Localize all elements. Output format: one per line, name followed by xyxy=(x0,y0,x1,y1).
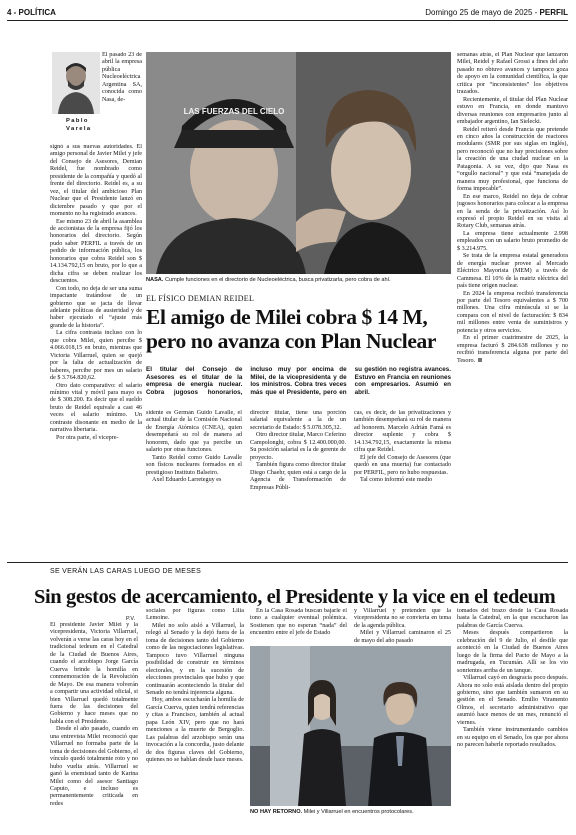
story2-column-4 xyxy=(354,608,451,644)
story1-col5-p2: Recientemente, el titular del Plan Nuclear estuvo en Francia, en donde mantuvo diversas reuniones con empresarios junto al embajador argentino, Ian Sielecki. xyxy=(457,96,568,126)
story1-col5-p3: Reidel reiteró desde Francia que pretende en cinco años la construcción de reactores modulares (SMR por sus siglas en inglés), pero reconoció que no hay precisiones sobre la creación de una ciudad nuclear en la Patagonia. A su vez, dijo que Nasa es “orgullo nacional” y que está “manejada de manera muy profesional, que funciona de forma impecable”. xyxy=(457,126,568,193)
story2-col1-p2: Desde el año pasado, cuando en una entrevista Milei reconoció que Villarruel no formaba parte de la toma de decisiones del Gobierno, el vínculo quedó totalmente roto y no hubo vuelta atrás. Villarruel se ganó la enemistad tanto de Karina Milei como del asesor Santiago Caputo, e incluso es permanentemente criticada en redes xyxy=(50,726,138,807)
story2-col4-p1: y Villarruel y pretenden que la vicepresidenta no se convierta en tema de la agenda pública. xyxy=(354,608,451,629)
story1-col2-p2: Tanto Reidel como Guido Lavalle son físicos nucleares formados en el prestigioso Instituto Balseiro. xyxy=(146,454,242,476)
story1-column-3 xyxy=(250,410,346,560)
story1-col1-p3: Con todo, no deja de ser una suma impactante tratándose de un gobierno que se jacta de llevar adelante políticas de austeridad y de haber ejecutado el “ajuste más grande de la historia”. xyxy=(50,285,142,329)
story1-kicker: EL FÍSICO DEMIAN REIDEL xyxy=(146,294,255,303)
author-last-name: Varela xyxy=(66,126,92,132)
story1-col1-p4: La cifra contrasta incluso con lo que cobra Milei, quien percibe $ 4.066.018,15 en bruto, mientras que Victoria Villarruel, quien se quejó por la falta de actualización de haberes, percibe por mes un salario de $ 3.764.820,62. xyxy=(50,330,142,382)
end-mark-icon xyxy=(478,358,482,362)
story1-col3-p2: Otro director titular, Marco Ceferino Campolonghi, cobra $ 12.400.000,00. Su posición salarial es la de gerente de proyecto. xyxy=(250,432,346,461)
story1-col2-p1: sidente es Germán Guido Lavalle, el actual titular de la Comisión Nacional de Energía Atómica (CNEA), quien desempeñará su rol de manera ad honorem, dado que ya percibe un salario por otras funciones. xyxy=(146,410,242,454)
story1-col4-p2: El jefe del Consejo de Asesores (que quedó en una muerta) fue contactado por PERFIL, pero no hubo respuestas. xyxy=(354,454,451,476)
story2-column-1 xyxy=(50,622,138,830)
story2-col5-p2: Meses después compartieron la celebración del 9 de Julio, el desfile que aconteció en la Ciudad de Buenos Aires luego de la firma del Pacto de Mayo a la madrugada, en Tucumán. Allí se los vio sonrientes arriba de un tanque. xyxy=(457,630,568,674)
story1-photo-caption xyxy=(146,277,451,284)
page-date xyxy=(425,8,568,17)
page-header xyxy=(7,6,568,21)
author-byline xyxy=(66,117,92,133)
section-label: 4 - POLÍTICA xyxy=(7,8,56,17)
cap-lettering: LAS FUERZAS DEL CIELO xyxy=(183,107,285,116)
story2-col2-p3: Hoy, ambos escucharán la homilía de García Cuerva, quien tendrá referencias y citas a Francisco, también al actual papa León XIV, pero que no hará menciones a la muerte de Bergoglio. Las palabras del arzobispo serán una invocación a la concordia, justo delante de dos figuras claves del Gobierno, quienes no se hablan desde hace meses. xyxy=(146,697,244,764)
section-divider xyxy=(7,562,568,563)
story2-column-3 xyxy=(250,608,347,644)
story1-col5-p8 xyxy=(457,335,568,365)
story1-col3-p3: También figura como director titular Diego Chaehr, quien está a cargo de la Agencia de Transformación de Empresas Públi- xyxy=(250,462,346,491)
story1-col2-p3: Axel Eduardo Larreteguy es xyxy=(152,477,222,484)
story1-lead: El titular del Consejo de Asesores es el titular de la empresa de energía nuclear. Cobra jugosos honorarios, incluso muy por encima de Milei, de la vicepresidenta y de los ministros. Cobra tres veces más que el Presidente, pero en su gestión no registra avances. Estuvo en Francia en reuniones con empresarios. Asumió en abril. xyxy=(146,366,451,396)
story2-column-2 xyxy=(146,608,244,830)
reidel-milei-photo xyxy=(146,52,451,274)
author-photo xyxy=(52,52,100,114)
story2-headline: Sin gestos de acercamiento, el Presidente y la vice en el tedeum xyxy=(34,586,556,608)
story2-column-5 xyxy=(457,608,568,830)
story1-col1-p2: Ese mismo 23 de abril la asamblea de accionistas de la empresa fijó los honorarios del directorio. Según pudo saber PERFIL a través de un pedido de información pública, los honorarios que cobra Reidel son $ 14.134.792,15 en bruto, por lo que a dicha cifra se deben realizar los descuentos. xyxy=(50,218,142,285)
story2-col5-p3: Villarruel cayó en desgracia poco después. Ahora no solo está aislada dentro del propio gobierno, sino que también sumaron en su gestión en el Senado. Emilio Viramento Olmos, el secretario administrativo que asumió hace menos de un mes, renunció el viernes. xyxy=(457,675,568,726)
story1-col1-p1-rest: signó a sus nuevas autoridades. El amigo personal de Javier Milei y jefe del Consejo de Asesores, Demian Reidel, fue nombrado como presidente de la compañía y quedó al frente del directorio. Reidel es, a su vez, el titular del ambicioso Plan Nuclear que el Presidente lanzó en diciembre pasado y que por el momento no ha registrado avances. xyxy=(50,144,142,218)
story1-column-2 xyxy=(146,410,242,560)
story2-col3-p1: En la Casa Rosada buscan bajarle el tono a cualquier eventual polémica. Sostienen que no esperan “nada” del encuentro entre el jefe de Estado xyxy=(250,608,347,637)
story2-col5-p1: tomados del brazo desde la Casa Rosada hasta la Catedral, en la que escucharon las palabras de García Cuerva. xyxy=(457,608,568,629)
caption-label: NASA. xyxy=(146,277,164,283)
story1-headline: El amigo de Milei cobra $ 14 M, pero no avanza con Plan Nuclear xyxy=(146,305,436,353)
caption2-text: Milei y Villarruel en encuentros protocolares. xyxy=(302,809,414,815)
story1-column-1 xyxy=(50,144,142,558)
story1-col5-p1: semanas atrás, el Plan Nuclear que lanzaron Milei, Reidel y Rafael Grossi a fines del año pasado no obtuvo avances y tampoco goza de apoyo en la comunidad científica, la que critica por “inconsistentes” los objetivos trazados. xyxy=(457,52,568,96)
story1-column-1a xyxy=(102,52,142,144)
caption2-label: NO HAY RETORNO. xyxy=(250,809,303,815)
story1-col5-p7: En 2024 la empresa recibió transferencia por parte del Tesoro equivalentes a $ 700 millones. Una cifra minúscula si se la compara con el nivel de facturación: $ 834 mil millones entre venta de suministros y potencia y otros servicios. xyxy=(457,290,568,334)
story1-column-4 xyxy=(354,410,451,560)
story1-col5-p8-text: En el primer cuatrimestre de 2025, la empresa facturó $ 284.638 millones y no recibió transferencia alguna por parte del Tesoro. xyxy=(457,335,568,364)
story2-photo xyxy=(250,646,451,806)
story2-photo-caption xyxy=(250,809,451,816)
milei-villarruel-photo xyxy=(250,646,451,806)
story1-col1-p1a: El pasado 23 de abril la empresa pública Nucleoeléctrica Argentina SA, conocida como Nasa, de- xyxy=(102,52,142,103)
brand-name: PERFIL xyxy=(539,8,568,17)
story1-col1-p6: Por otra parte, el vicepre- xyxy=(56,434,119,441)
story2-kicker: SE VERÁN LAS CARAS LUEGO DE MESES xyxy=(50,568,202,575)
story1-photo xyxy=(146,52,451,274)
date-text: Domingo 25 de mayo de 2025 - xyxy=(425,8,540,17)
story1-col4-p3: Tal como informó este medio xyxy=(360,477,433,484)
story1-col3-p1: director titular, tiene una porción salarial equivalente a la de un secretario de Estado: $ 5.078.305,32. xyxy=(250,410,346,431)
story2-col2-p2: Milei no solo aisló a Villarruel, la relegó al Senado y la dejó fuera de la toma de decisiones tanto del Gobierno como de las negociaciones legislativas. Tampoco tuvo Villarruel ninguna posibilidad de construir en términos electorales, y en la sucesión de elecciones provinciales que hubo y que continuarán aconteciendo la titular del Senado no tendrá injerencia alguna. xyxy=(146,622,244,696)
story1-col5-p6: Se trata de la empresa estatal generadora de energía nuclear provee al Mercado Eléctrico Mayorista (MEM) a través de Cammesa. El 10% de la matriz eléctrica del país tiene origen nuclear. xyxy=(457,253,568,290)
story1-col4-p1: cas, es decir, de las privatizaciones y también desempeñará su rol de manera ad honorem. Marcelo Adrián Famá es director suplente y cobra $ 14.134.792,15, exactamente la misma cifra que Reidel. xyxy=(354,410,451,454)
story1-col5-p4: En ese marco, Reidel no deja de cobrar jugosos honorarios para colocar a la empresa en la senda de la privatización. Así lo expresó el propio Reidel en su visita al Rotary Club, semanas atrás. xyxy=(457,193,568,230)
author-portrait-image xyxy=(52,52,100,114)
caption-text: Cumple funciones en el directorio de Nucleoeléctrica, busca privatizarla, pero cobra de ahí. xyxy=(163,277,391,283)
story1-col1-p5: Otro dato comparativo: el salario mínimo vital y móvil para mayo es de $ 308.200. Es decir que el sueldo bruto de Reidel equivale a casi 46 veces el salario mínimo. Un contraste disonante en medio de la narrativa libertaria. xyxy=(50,382,142,434)
story2-col5-p4: También viene instrumentando cambios en su equipo en el Senado, los que por ahora no parecen haberle reportado resultados. xyxy=(457,727,568,749)
author-first-name: Pablo xyxy=(66,118,89,124)
story2-col4-p2: Milei y Villarruel caminaron el 25 de mayo del año pasado xyxy=(354,630,451,644)
story1-column-5 xyxy=(457,52,568,558)
story1-col5-p5: La empresa tiene actualmente 2.998 empleados con un salario bruto promedio de $ 3.214.975. xyxy=(457,230,568,252)
story2-col2-p1: sociales por figuras como Lilia Lemoine. xyxy=(146,608,244,622)
story2-initials: P.V. xyxy=(126,616,135,622)
story2-col1-p1: El presidente Javier Milei y la vicepresidenta, Victoria Villarruel, volverán a verse las caras hoy en el tradicional tedeum en el Catedral de la Ciudad de Buenos Aires, cuando el arzobispo Jorge García Cuerva brinde la homilía en conmemoración de la Revolución de Mayo. De esa manera volverán a compartir una actividad oficial, si bien Villarruel quedó totalmente fuera de las decisiones del Gobierno y hace meses que no habla con el Presidente. xyxy=(50,622,138,725)
